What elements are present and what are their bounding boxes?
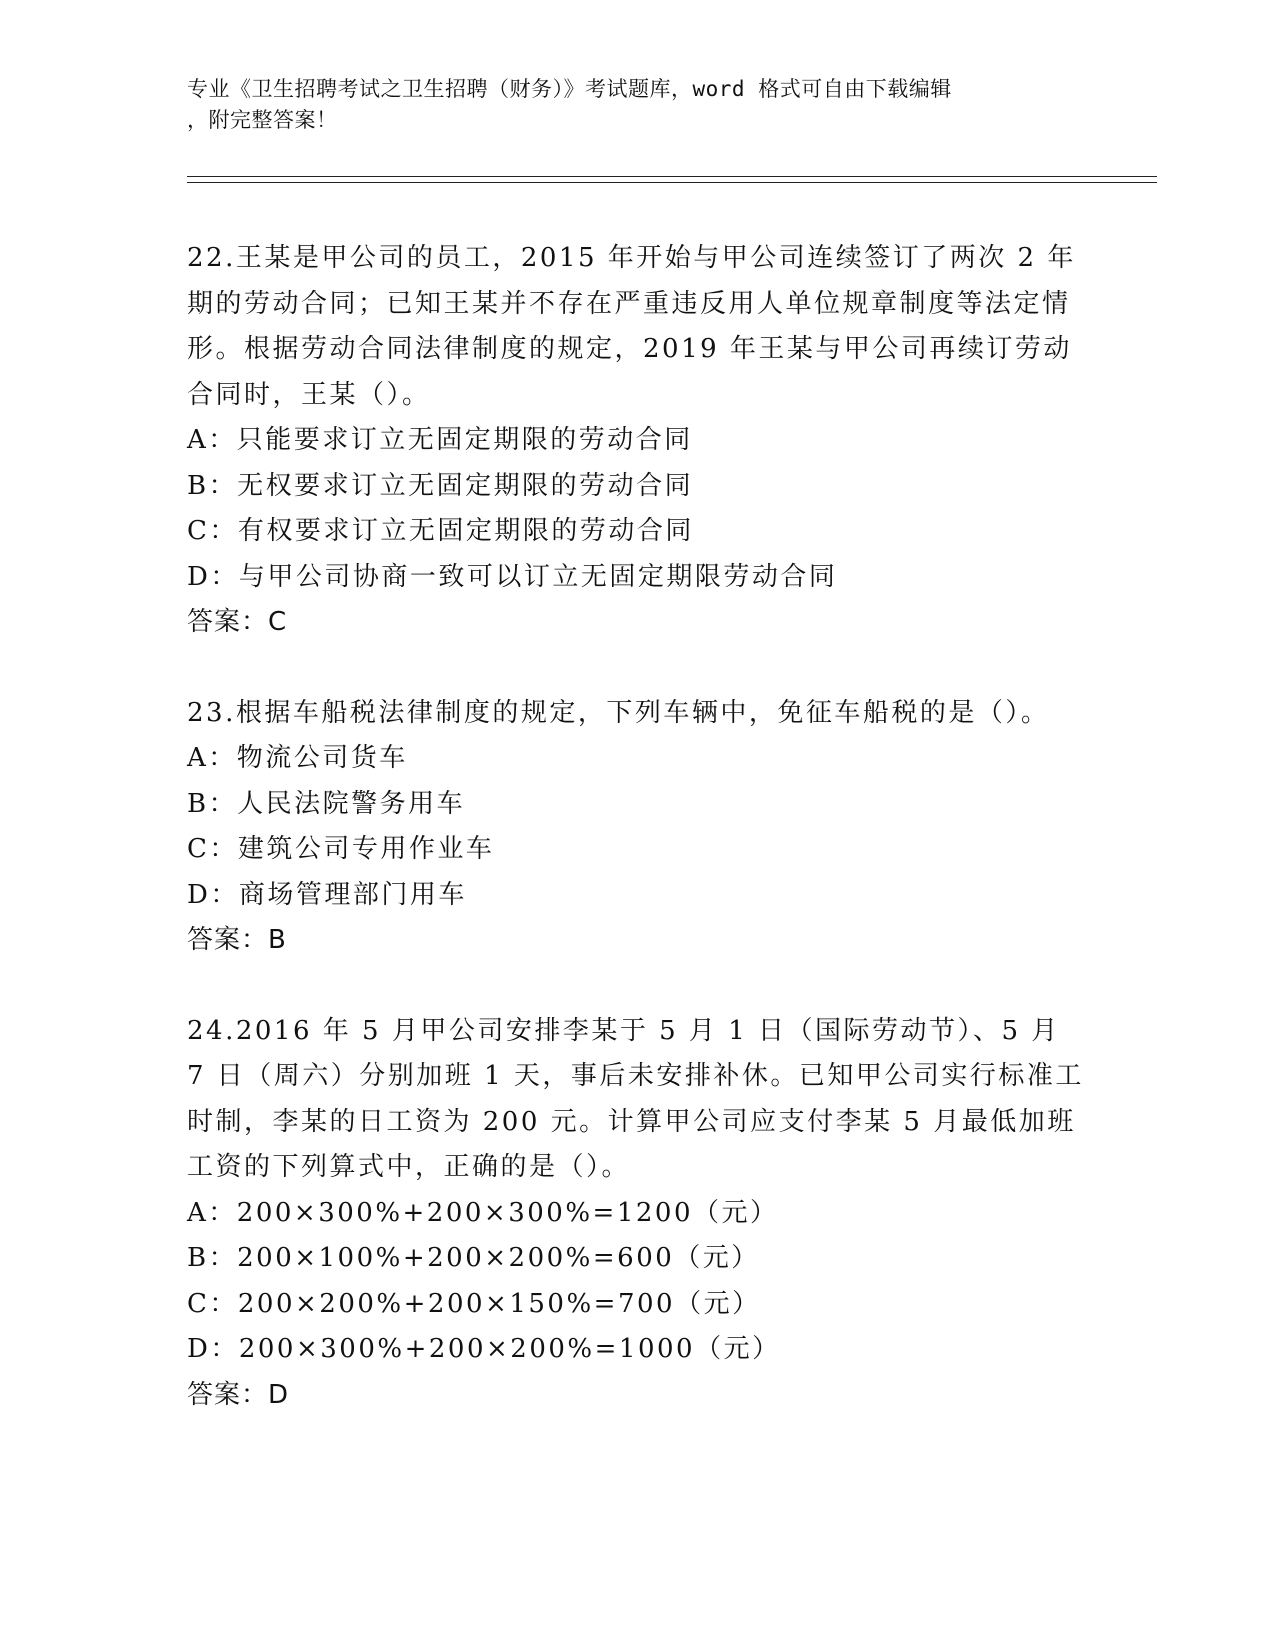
question-24: [187, 1009, 1087, 1419]
question-22: [187, 236, 1087, 646]
option-a: A：200×300%+200×300%=1200（元）: [187, 1197, 779, 1228]
question-text: 22.王某是甲公司的员工，2015 年开始与甲公司连续签订了两次 2 年期的劳动合同；已知王某并不存在严重违反用人单位规章制度等法定情形。根据劳动合同法律制度的规定，2019 年王某与甲公司再续订劳动合同时，王某（）。: [187, 243, 1076, 410]
header-line-2: ，附完整答案！: [187, 108, 338, 132]
option-a: A：物流公司货车: [187, 743, 408, 773]
option-b: B：无权要求订立无固定期限的劳动合同: [187, 470, 694, 501]
answer-line: 答案：D: [187, 1379, 290, 1410]
header-divider-top: [187, 176, 1157, 177]
header-divider-bottom: [187, 182, 1157, 183]
option-d: D：与甲公司协商一致可以订立无固定期限劳动合同: [187, 561, 838, 592]
option-b: B：人民法院警务用车: [187, 788, 466, 819]
option-d: D：200×300%+200×200%=1000（元）: [187, 1334, 781, 1364]
question-text: 23.根据车船税法律制度的规定，下列车辆中，免征车船税的是（）。: [187, 697, 1050, 728]
option-c: C：建筑公司专用作业车: [187, 834, 495, 864]
question-text: 24.2016 年 5 月甲公司安排李某于 5 月 1 日（国际劳动节）、5 月 7 日（周六）分别加班 1 天，事后未安排补休。已知甲公司实行标准工时制，李某的日工资为 200 元。计算甲公司应支付李某 5 月最低加班工资的下列算式中，正确的是（）。: [187, 1015, 1084, 1182]
answer-line: 答案：C: [187, 607, 288, 637]
header-note: [187, 74, 1067, 136]
question-23: [187, 691, 1087, 964]
option-d: D：商场管理部门用车: [187, 879, 467, 910]
option-a: A：只能要求订立无固定期限的劳动合同: [187, 425, 693, 455]
question-list: [187, 236, 1087, 1418]
answer-line: 答案：B: [187, 925, 287, 955]
option-c: C：200×200%+200×150%=700（元）: [187, 1288, 761, 1319]
option-c: C：有权要求订立无固定期限的劳动合同: [187, 516, 694, 546]
header-line-1: 专业《卫生招聘考试之卫生招聘（财务）》考试题库，word 格式可自由下载编辑: [187, 77, 952, 101]
option-b: B：200×100%+200×200%=600（元）: [187, 1243, 760, 1273]
